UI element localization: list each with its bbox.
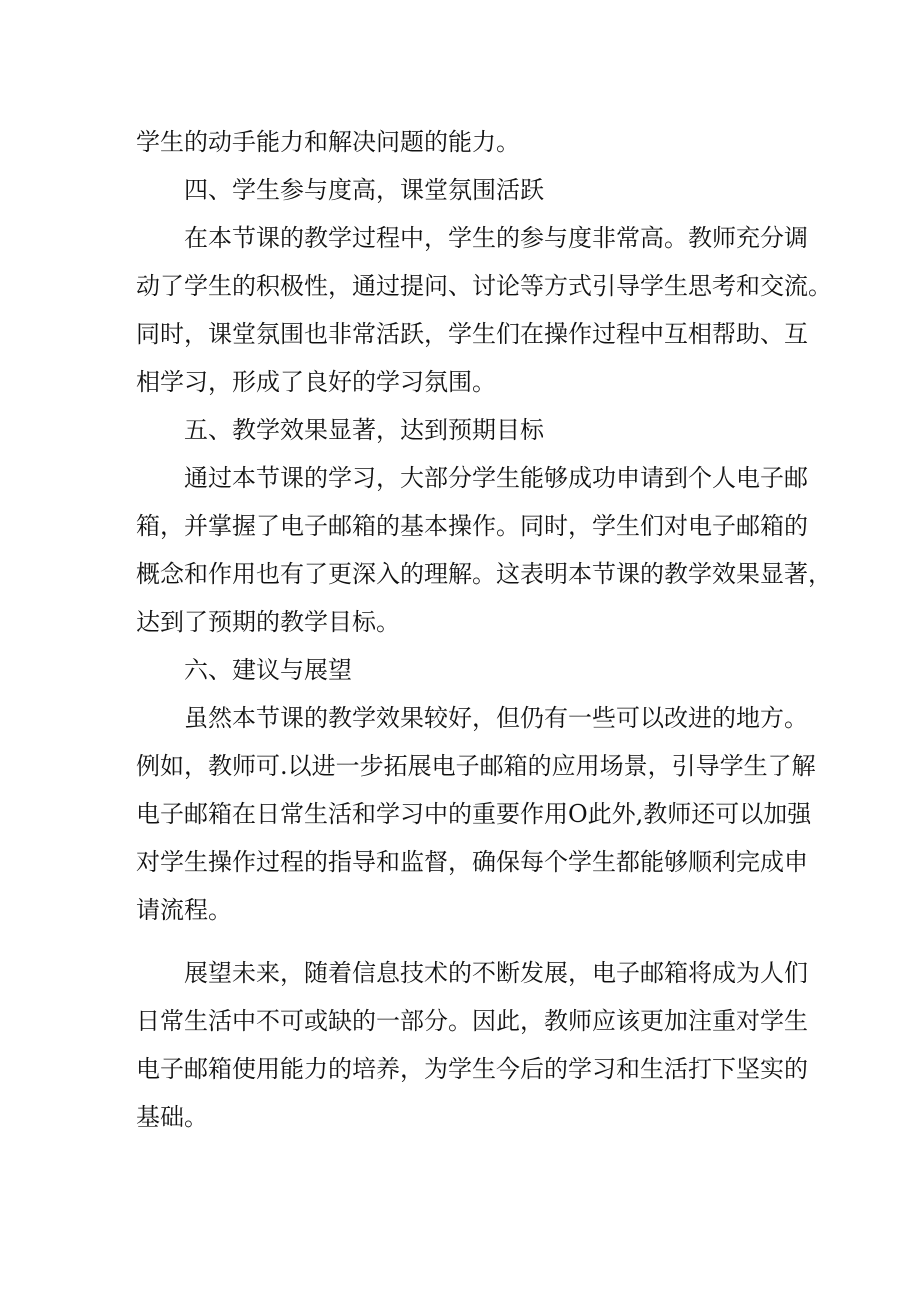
paragraph-gap <box>136 934 786 949</box>
text-line: 同时，课堂氛围也非常活跃，学生们在操作过程中互相帮助、互 <box>136 320 808 348</box>
text-line: 五、教学效果显著，达到预期目标 <box>184 416 544 444</box>
text-line: 对学生操作过程的指导和监督，确保每个学生都能够顺利完成申 <box>136 848 808 876</box>
text-line: 电子邮箱使用能力的培养，为学生今后的学习和生活打下坚实的 <box>136 1055 808 1083</box>
text-line: 电子邮箱在日常生活和学习中的重要作用O此外,教师还可以加强 <box>136 800 812 828</box>
text-line: 学生的动手能力和解决问题的能力。 <box>136 128 520 156</box>
text-line: 请流程。 <box>136 896 232 924</box>
text-line: 概念和作用也有了更深入的理解。这表明本节课的教学效果显著， <box>136 560 832 588</box>
text-line: 基础。 <box>136 1103 208 1131</box>
text-line: 展望未来，随着信息技术的不断发展，电子邮箱将成为人们 <box>184 959 808 987</box>
text-line: 在本节课的教学过程中，学生的参与度非常高。教师充分调 <box>184 224 808 252</box>
text-line: 例如，教师可.以进一步拓展电子邮箱的应用场景，引导学生了解 <box>136 752 816 780</box>
text-line: 四、学生参与度高，课堂氛围活跃 <box>184 176 544 204</box>
text-line: 六、建议与展望 <box>184 656 352 684</box>
text-line: 虽然本节课的教学效果较好，但仍有一些可以改进的地方。 <box>184 704 808 732</box>
text-line: 日常生活中不可或缺的一部分。因此，教师应该更加注重对学生 <box>136 1007 808 1035</box>
text-line: 动了学生的积极性，通过提问、讨论等方式引导学生思考和交流。 <box>136 272 832 300</box>
document-body <box>136 118 832 1141</box>
text-line: 相学习，形成了良好的学习氛围。 <box>136 368 496 396</box>
text-line: 箱，并掌握了电子邮箱的基本操作。同时，学生们对电子邮箱的 <box>136 512 808 540</box>
text-line: 通过本节课的学习，大部分学生能够成功申请到个人电子邮 <box>184 464 808 492</box>
text-line: 达到了预期的教学目标。 <box>136 608 400 636</box>
